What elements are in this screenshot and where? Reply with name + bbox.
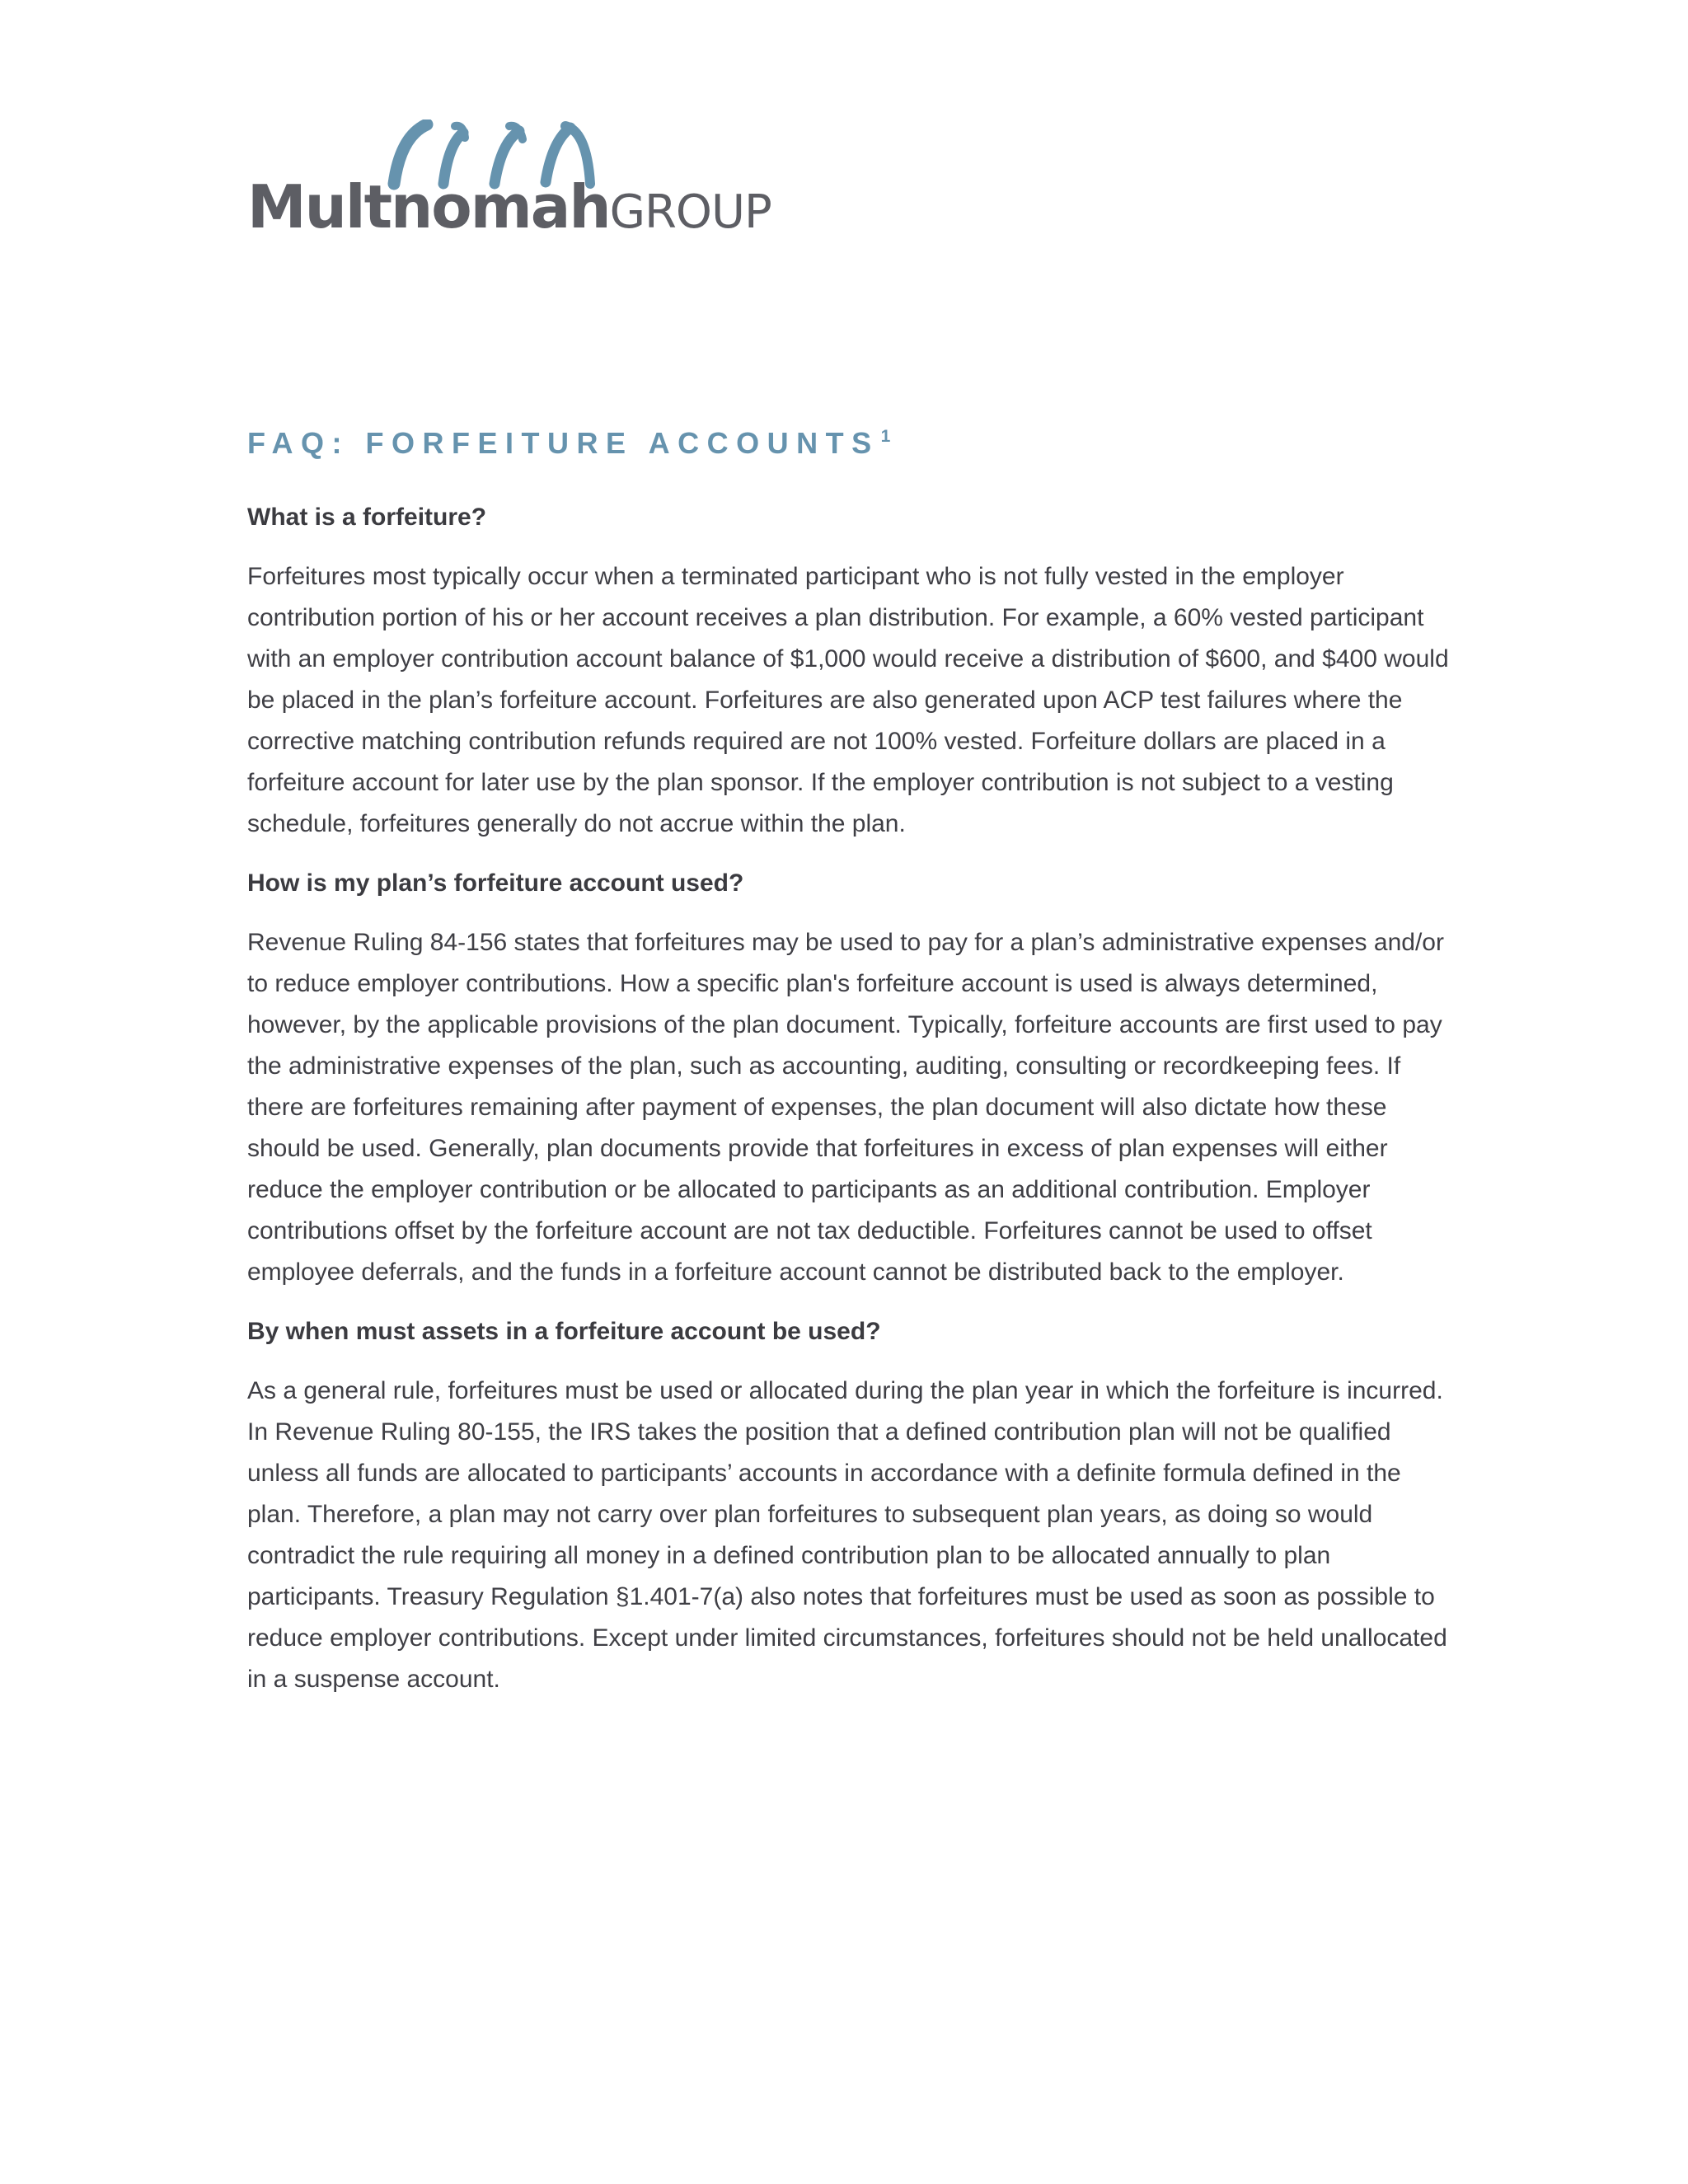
faq-question: By when must assets in a forfeiture account be used? [247, 1318, 881, 1345]
faq-answer: Forfeitures most typically occur when a terminated participant who is not fully vested in the employer contribution portion of his or her account receives a plan distribution. For example, a 60% vested participant with an employer contribution account balance of $1,000 would receive a distribution of $600, and $400 would be placed in the plan’s forfeiture account. Forfeitures are also generated upon ACP test failures where the corrective matching contribution refunds required are not 100% vested. Forfeiture dollars are placed in a forfeiture account for later use by the plan sponsor. If the employer contribution is not subject to a vesting schedule, forfeitures generally do not accrue within the plan. [247, 563, 1449, 837]
faq-content [247, 416, 1451, 1718]
faq-answer: As a general rule, forfeitures must be used or allocated during the plan year in which the forfeiture is incurred. In Revenue Ruling 80-155, the IRS takes the position that a defined contribution plan will not be qualified unless all funds are allocated to participants’ accounts in accordance with a definite formula defined in the plan. Therefore, a plan may not carry over plan forfeitures to subsequent plan years, as doing so would contradict the rule requiring all money in a defined contribution plan to be allocated annually to plan participants. Treasury Regulation §1.401-7(a) also notes that forfeitures must be used as soon as possible to reduce employer contributions. Except under limited circumstances, forfeitures should not be held unallocated in a suspense account. [247, 1377, 1447, 1693]
faq-section-account-usage [247, 863, 1451, 1293]
faq-question: What is a forfeiture? [247, 504, 487, 531]
logo-wordmark [247, 172, 771, 241]
logo-wordmark-sub: GROUP [609, 185, 771, 239]
faq-answer: Revenue Ruling 84-156 states that forfeitures may be used to pay for a plan’s administrative expenses and/or to reduce employer contributions. How a specific plan's forfeiture account is used is always determined, however, by the applicable provisions of the plan document. Typically, forfeiture accounts are first used to pay the administrative expenses of the plan, such as accounting, auditing, consulting or recordkeeping fees. If there are forfeitures remaining after payment of expenses, the plan document will also dictate how these should be used. Generally, plan documents provide that forfeitures in excess of plan expenses will either reduce the employer contribution or be allocated to participants as an additional contribution. Employer contributions offset by the forfeiture account are not tax deductible. Forfeitures cannot be used to offset employee deferrals, and the funds in a forfeiture account cannot be distributed back to the employer. [247, 929, 1444, 1286]
faq-section-what-is-forfeiture [247, 497, 1451, 845]
logo-wordmark-main: Multnomah [247, 172, 610, 241]
faq-question: How is my plan’s forfeiture account used? [247, 869, 744, 897]
faq-section-usage-deadline [247, 1311, 1451, 1700]
multnomah-group-logo [247, 120, 775, 251]
title-footnote-marker: 1 [880, 427, 891, 446]
page-title [247, 416, 1451, 464]
page-title-text: FAQ: FORFEITURE ACCOUNTS [247, 426, 879, 460]
